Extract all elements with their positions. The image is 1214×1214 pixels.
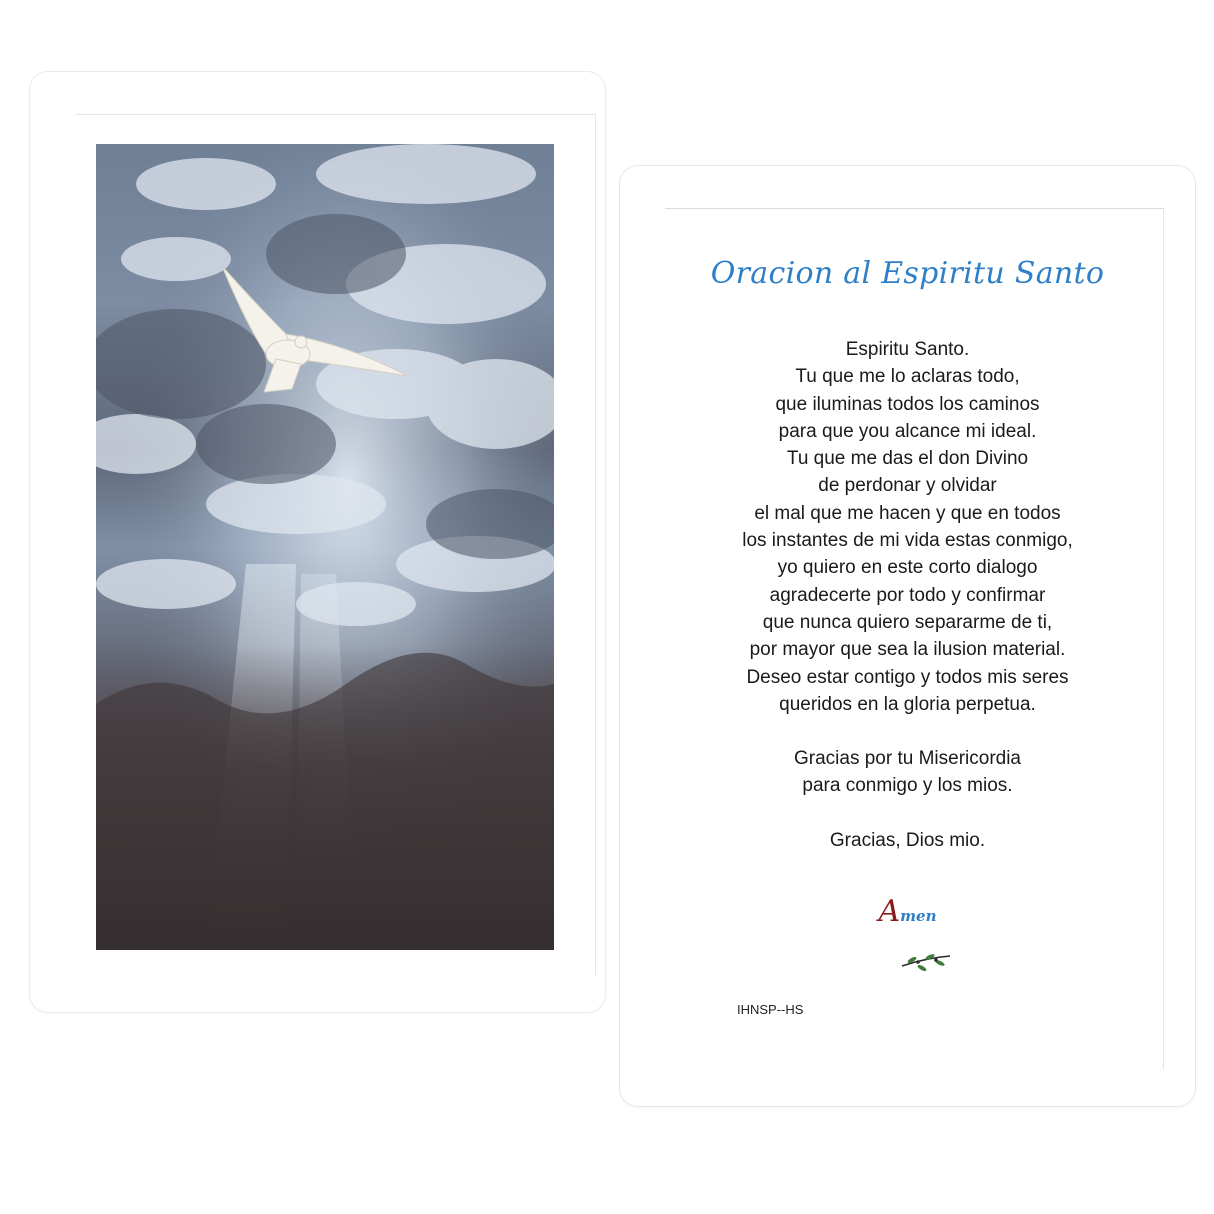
prayer-line: yo quiero en este corto dialogo <box>777 557 1038 579</box>
prayer-card-front <box>30 72 605 1012</box>
prayer-line: por mayor que sea la ilusion material. <box>749 639 1066 661</box>
final-line: Gracias, Dios mio. <box>829 829 986 851</box>
closing-line: Gracias por tu Misericordia <box>793 748 1022 770</box>
prayer-title: Oracion al Espiritu Santo <box>710 256 1105 291</box>
stanza-gap <box>620 718 1195 745</box>
stanza-gap <box>620 800 1195 827</box>
amen-logo <box>620 894 1195 929</box>
prayer-line: Tu que me lo aclaras todo, <box>795 366 1020 388</box>
prayer-card-back <box>620 166 1195 1106</box>
dove-in-clouds-image <box>96 144 554 950</box>
prayer-line: Tu que me das el don Divino <box>786 448 1029 470</box>
amen-rest: men <box>900 907 937 925</box>
prayer-line: agradecerte por todo y confirmar <box>769 584 1046 606</box>
prayer-line: que nunca quiero separarme de ti, <box>762 611 1053 633</box>
prayer-line: los instantes de mi vida estas conmigo, <box>742 530 1073 552</box>
prayer-line: de perdonar y olvidar <box>818 475 997 497</box>
prayer-text <box>620 336 1195 854</box>
prayer-line: queridos en la gloria perpetua. <box>779 693 1036 715</box>
prayer-line: Espiritu Santo. <box>845 339 970 360</box>
amen-initial: A <box>878 894 901 929</box>
olive-branch-icon <box>898 948 954 976</box>
prayer-line: que iluminas todos los caminos <box>775 393 1040 415</box>
product-code: IHNSP--HS <box>737 1002 804 1017</box>
prayer-line: para que you alcance mi ideal. <box>778 420 1037 442</box>
prayer-line: el mal que me hacen y que en todos <box>754 502 1061 524</box>
closing-line: para conmigo y los mios. <box>802 775 1013 797</box>
prayer-line: Deseo estar contigo y todos mis seres <box>746 666 1069 688</box>
